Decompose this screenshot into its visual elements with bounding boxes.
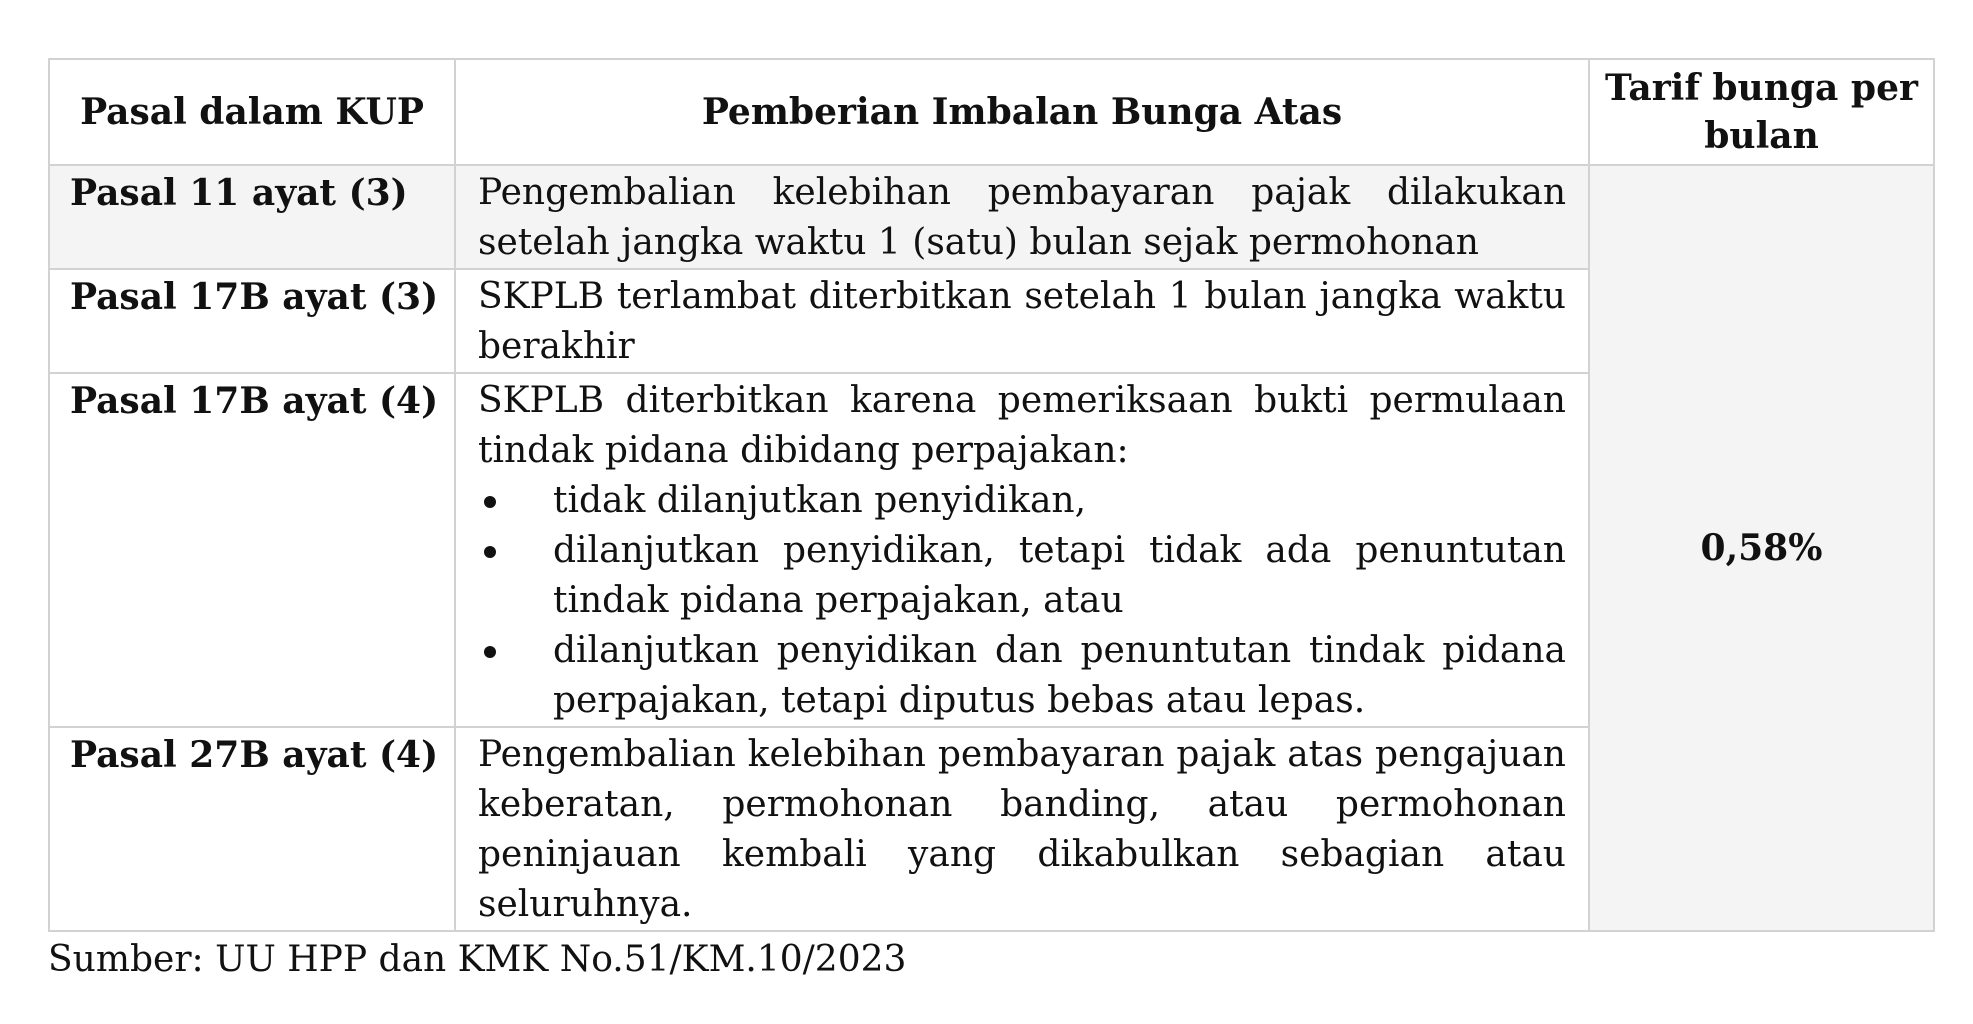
bullet-list xyxy=(478,476,1566,726)
source-note: Sumber: UU HPP dan KMK No.51/KM.10/2023 xyxy=(48,939,907,980)
list-item: dilanjutkan penyidikan dan penuntutan tindak pidana perpajakan, tetapi diputus bebas atau lepas. xyxy=(478,626,1566,726)
rate-cell xyxy=(1589,165,1934,931)
header-pasal: Pasal dalam KUP xyxy=(49,59,455,165)
list-item: tidak dilanjutkan penyidikan, xyxy=(478,476,1566,526)
pasal-cell: Pasal 17B ayat (3) xyxy=(49,269,455,373)
list-item: dilanjutkan penyidikan, tetapi tidak ada penuntutan tindak pidana perpajakan, atau xyxy=(478,526,1566,626)
rate-value: 0,58% xyxy=(1700,527,1823,569)
bullet-icon xyxy=(484,496,496,508)
description-cell: SKPLB diterbitkan karena pemeriksaan bukti permulaan tindak pidana dibidang perpajakan: tidak dilanjutkan penyidikan, dilanjutkan penyidikan, tetapi tidak ada penuntutan tindak pidana perpajakan, atau dilanjutkan penyidikan dan penuntutan tindak pidana perpajakan, tetapi diputus bebas atau lepas. xyxy=(455,373,1589,727)
table-header-row xyxy=(49,59,1934,165)
header-tarif: Tarif bunga per bulan xyxy=(1589,59,1934,165)
document xyxy=(48,58,1933,984)
pasal-cell: Pasal 11 ayat (3) xyxy=(49,165,455,269)
pasal-cell: Pasal 27B ayat (4) xyxy=(49,727,455,931)
bullet-icon xyxy=(484,546,496,558)
description-cell: Pengembalian kelebihan pembayaran pajak atas pengajuan keberatan, permohonan banding, atau permohonan peninjauan kembali yang dikabulkan sebagian atau seluruhnya. xyxy=(455,727,1589,931)
table-row xyxy=(49,165,1934,269)
description-cell: Pengembalian kelebihan pembayaran pajak dilakukan setelah jangka waktu 1 (satu) bulan sejak permohonan xyxy=(455,165,1589,269)
interest-rate-table xyxy=(48,58,1935,932)
bullet-icon xyxy=(484,646,496,658)
pasal-cell: Pasal 17B ayat (4) xyxy=(49,373,455,727)
header-pemberian: Pemberian Imbalan Bunga Atas xyxy=(455,59,1589,165)
description-cell: SKPLB terlambat diterbitkan setelah 1 bulan jangka waktu berakhir xyxy=(455,269,1589,373)
